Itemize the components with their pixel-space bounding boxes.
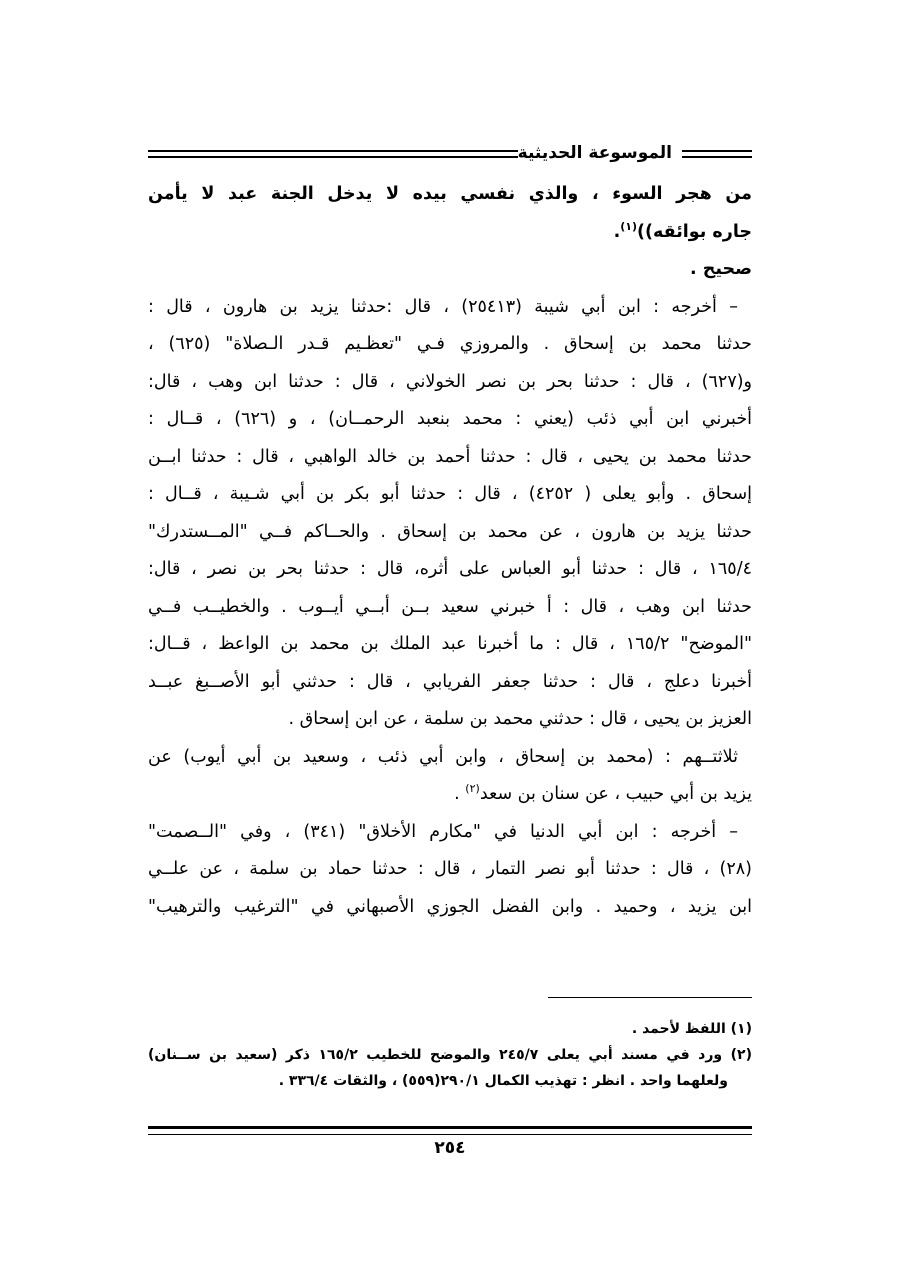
takhrij-line: ابن يزيد ، وحميد . وابن الفضل الجوزي الأصبهاني في "الترغيب والترهيب" <box>148 896 752 917</box>
takhrij-line: – أخرجه : ابن أبي شيبة (٢٥٤١٣) ، قال :حدثنا يزيد بن هارون ، قال : <box>148 296 738 317</box>
hadith-period: . <box>613 221 621 242</box>
hadith-grade: صحيح . <box>689 259 752 279</box>
hadith-text-line <box>148 214 752 252</box>
hadith-text-line: من هجر السوء ، والذي نفسي بيده لا يدخل الجنة عبد لا يأمن <box>148 184 752 204</box>
narrators-period: . <box>454 784 466 804</box>
footnote-1: (١) اللفظ لأحمد . <box>631 1021 752 1037</box>
narrators-summary-line <box>148 776 752 814</box>
footnote-ref-2: (٢) <box>465 782 480 796</box>
takhrij-line: العزيز بن يحيى ، قال : حدثني محمد بن سلمة ، عن ابن إسحاق . <box>288 709 752 729</box>
header-rule-long <box>148 150 518 158</box>
footnote-separator <box>548 997 752 998</box>
footnote-2: (٢) ورد في مسند أبي يعلى ٢٤٥/٧ والموضح للخطيب ١٦٥/٢ ذكر (سعيد بن ســنان) <box>148 1047 752 1063</box>
takhrij-line: ١٦٥/٤ ، قال : حدثنا أبو العباس على أثره، قال : حدثنا بحر بن نصر ، قال: <box>148 559 752 579</box>
takhrij-line: (٢٨) ، قال : حدثنا أبو نصر التمار ، قال : حدثنا حماد بن سلمة ، عن علــي <box>148 859 752 879</box>
takhrij-line: حدثنا ابن وهب ، قال : أ خبرني سعيد بــن أبــي أيــوب . والخطيــب فــي <box>148 596 752 617</box>
page-number: ٢٥٤ <box>434 1138 466 1158</box>
bottom-double-rule <box>148 1126 752 1135</box>
footnote-ref-1: (١) <box>620 219 637 233</box>
main-text <box>148 176 752 926</box>
takhrij-line: حدثنا محمد بن إسحاق . والمروزي فـي "تعظـيم قـدر الـصلاة" (٦٢٥) ، <box>148 334 752 354</box>
narrators-summary-end: يزيد بن أبي حبيب ، عن سنان بن سعد <box>479 784 752 804</box>
takhrij-line: أخبرني ابن أبي ذئب (يعني : محمد بنعبد الرحمــان) ، و (٦٢٦) ، قــال : <box>148 409 752 429</box>
takhrij-line: "الموضح" ١٦٥/٢ ، قال : ما أخبرنا عبد الملك بن محمد بن الواعظ ، قــال: <box>148 634 752 654</box>
takhrij-line: – أخرجه : ابن أبي الدنيا في "مكارم الأخلاق" (٣٤١) ، وفي "الــصمت" <box>148 821 738 842</box>
narrators-summary-line: ثلاثتــهم : (محمد بن إسحاق ، وابن أبي ذئب ، وسعيد بن أبي أيوب) عن <box>148 746 738 767</box>
footnotes <box>148 1016 752 1094</box>
header-title: الموسوعة الحديثية <box>517 143 672 163</box>
footnote-2-continued: ولعلهما واحد . انظر : تهذيب الكمال ٢٩٠/١(٥٥٩) ، والثقات ٣٣٦/٤ . <box>278 1073 728 1089</box>
running-header <box>148 138 752 172</box>
takhrij-line: إسحاق . وأبو يعلى ( ٤٢٥٢) ، قال : حدثنا أبو بكر بن أبي شـيبة ، قــال : <box>148 484 752 504</box>
takhrij-line: حدثنا يزيد بن هارون ، عن محمد بن إسحاق . والحــاكم فــي "المــستدرك" <box>148 521 752 542</box>
takhrij-line: أخبرنا دعلج ، قال : حدثنا جعفر الفريابي ، قال : حدثني أبو الأصــبغ عبــد <box>148 671 752 692</box>
takhrij-line: حدثنا محمد بن يحيى ، قال : حدثنا أحمد بن خالد الواهبي ، قال : حدثنا ابــن <box>148 446 752 467</box>
header-rule-short <box>682 150 752 158</box>
hadith-text-end: جاره بوائقه)) <box>637 221 752 242</box>
takhrij-line: و(٦٢٧) ، قال : حدثنا بحر بن نصر الخولاني ، قال : حدثنا ابن وهب ، قال: <box>148 371 752 392</box>
